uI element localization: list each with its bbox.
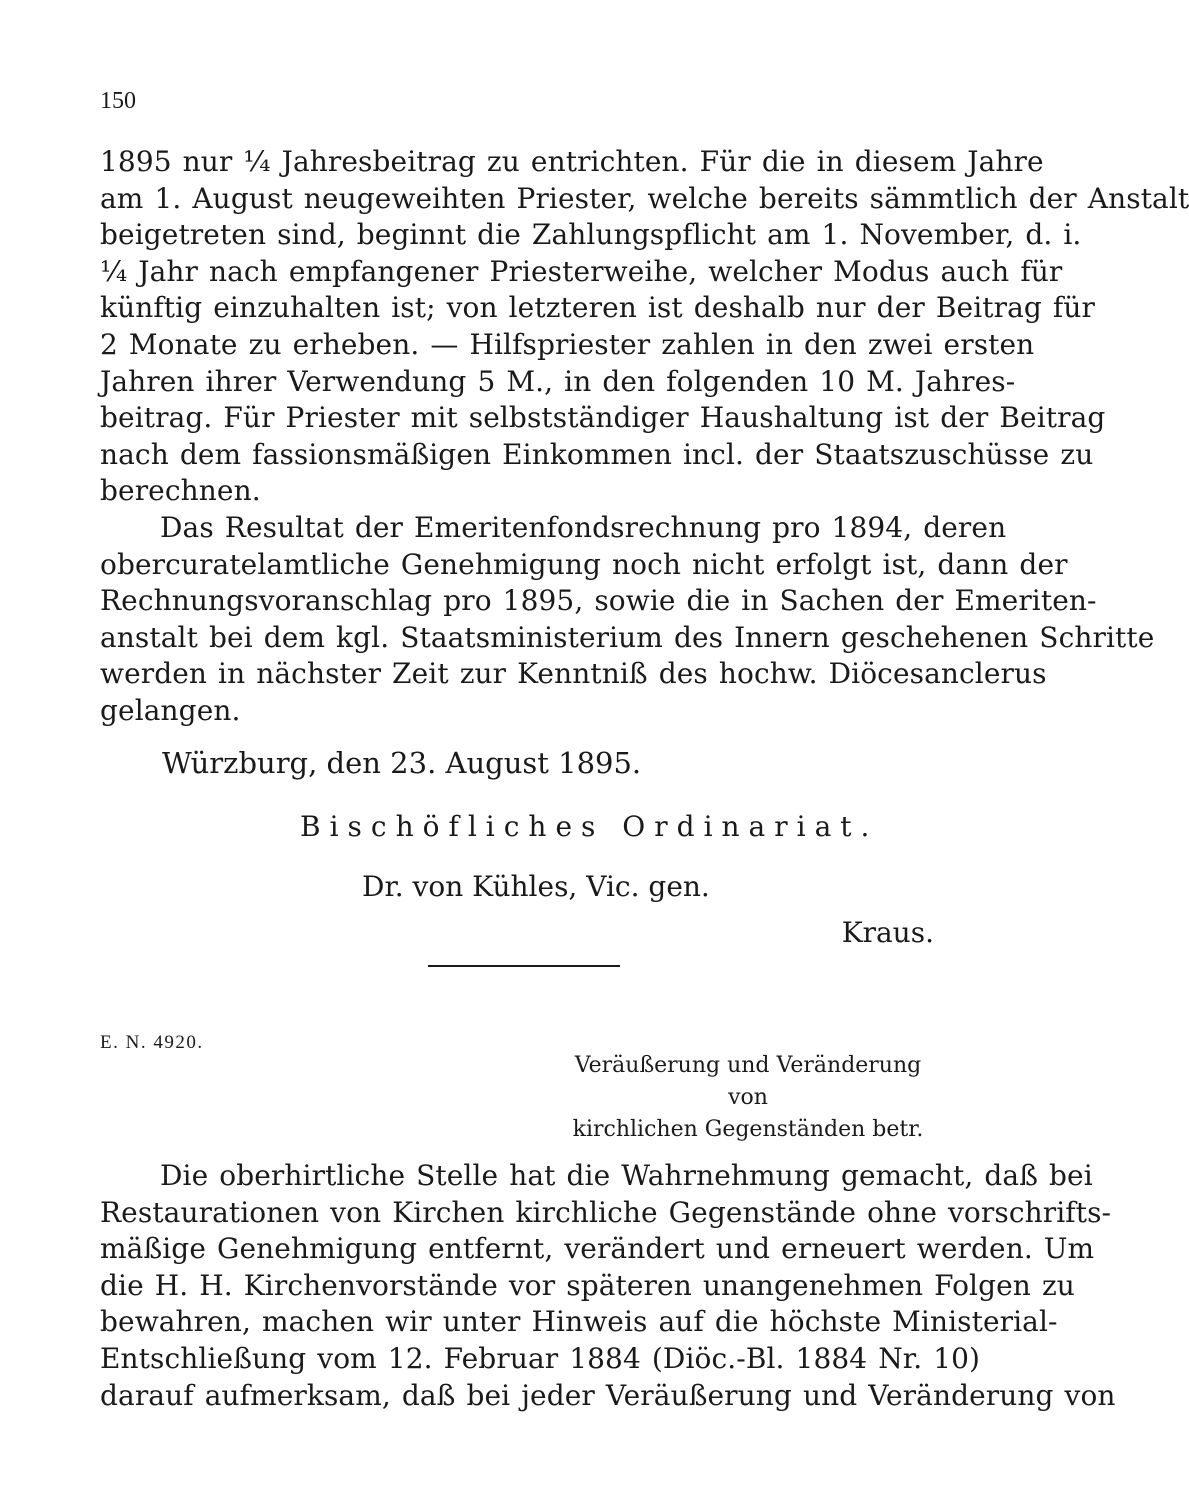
text-line: beigetreten sind, beginnt die Zahlungspflicht am 1. November, d. i.	[100, 218, 1082, 252]
issuer-title: Bischöfliches Ordinariat.	[300, 810, 879, 843]
text-line: werden in nächster Zeit zur Kenntniß des hochw. Diöcesanclerus	[100, 657, 1047, 691]
text-line: gelangen.	[100, 693, 241, 727]
reference-number: E. N. 4920.	[100, 1032, 204, 1053]
paragraph-alteration-notice	[100, 1158, 1116, 1414]
paragraph-contribution-rules	[100, 144, 1189, 730]
text-line: Das Resultat der Emeritenfondsrechnung pro 1894, deren	[160, 510, 1007, 544]
text-line: obercuratelamtliche Genehmigung noch nicht erfolgt ist, dann der	[100, 547, 1068, 581]
text-line: am 1. August neugeweihten Priester, welche bereits sämmtlich der Anstalt	[100, 181, 1189, 215]
text-line: ¼ Jahr nach empfangener Priesterweihe, welcher Modus auch für	[100, 254, 1063, 288]
subject-heading	[560, 1050, 936, 1146]
subject-line: Veräußerung und Veränderung von	[574, 1053, 922, 1110]
page-number: 150	[100, 88, 136, 114]
signature-vicar-general: Dr. von Kühles, Vic. gen.	[362, 870, 710, 903]
text-line: Rechnungsvoranschlag pro 1895, sowie die in Sachen der Emeriten-	[100, 584, 1097, 618]
signature-secretary: Kraus.	[841, 916, 934, 949]
text-line: mäßige Genehmigung entfernt, verändert und erneuert werden. Um	[100, 1232, 1095, 1266]
text-line: anstalt bei dem kgl. Staatsministerium des Innern geschehenen Schritte	[100, 620, 1155, 654]
text-line: berechnen.	[100, 474, 261, 508]
text-line: 1895 nur ¼ Jahresbeitrag zu entrichten. Für die in diesem Jahre	[100, 145, 1044, 178]
text-line: darauf aufmerksam, daß bei jeder Veräußerung und Veränderung von	[100, 1378, 1116, 1412]
text-line: künftig einzuhalten ist; von letzteren ist deshalb nur der Beitrag für	[100, 291, 1095, 325]
text-line: nach dem fassionsmäßigen Einkommen incl. der Staatszuschüsse zu	[100, 437, 1094, 471]
text-line: bewahren, machen wir unter Hinweis auf die höchste Ministerial-	[100, 1305, 1058, 1339]
date-place-line: Würzburg, den 23. August 1895.	[162, 746, 642, 780]
text-line: Jahren ihrer Verwendung 5 M., in den folgenden 10 M. Jahres-	[100, 364, 1016, 398]
text-line: beitrag. Für Priester mit selbstständiger Haushaltung ist der Beitrag	[100, 401, 1106, 435]
text-line: 2 Monate zu erheben. — Hilfspriester zahlen in den zwei ersten	[100, 327, 1035, 361]
text-line: Entschließung vom 12. Februar 1884 (Diöc.-Bl. 1884 Nr. 10)	[100, 1341, 981, 1375]
section-divider	[428, 965, 620, 967]
text-line: Restaurationen von Kirchen kirchliche Gegenstände ohne vorschrifts-	[100, 1195, 1112, 1229]
text-line: Die oberhirtliche Stelle hat die Wahrnehmung gemacht, daß bei	[160, 1159, 1093, 1192]
subject-line: kirchlichen Gegenständen betr.	[572, 1117, 924, 1142]
text-line: die H. H. Kirchenvorstände vor späteren unangenehmen Folgen zu	[100, 1268, 1075, 1302]
